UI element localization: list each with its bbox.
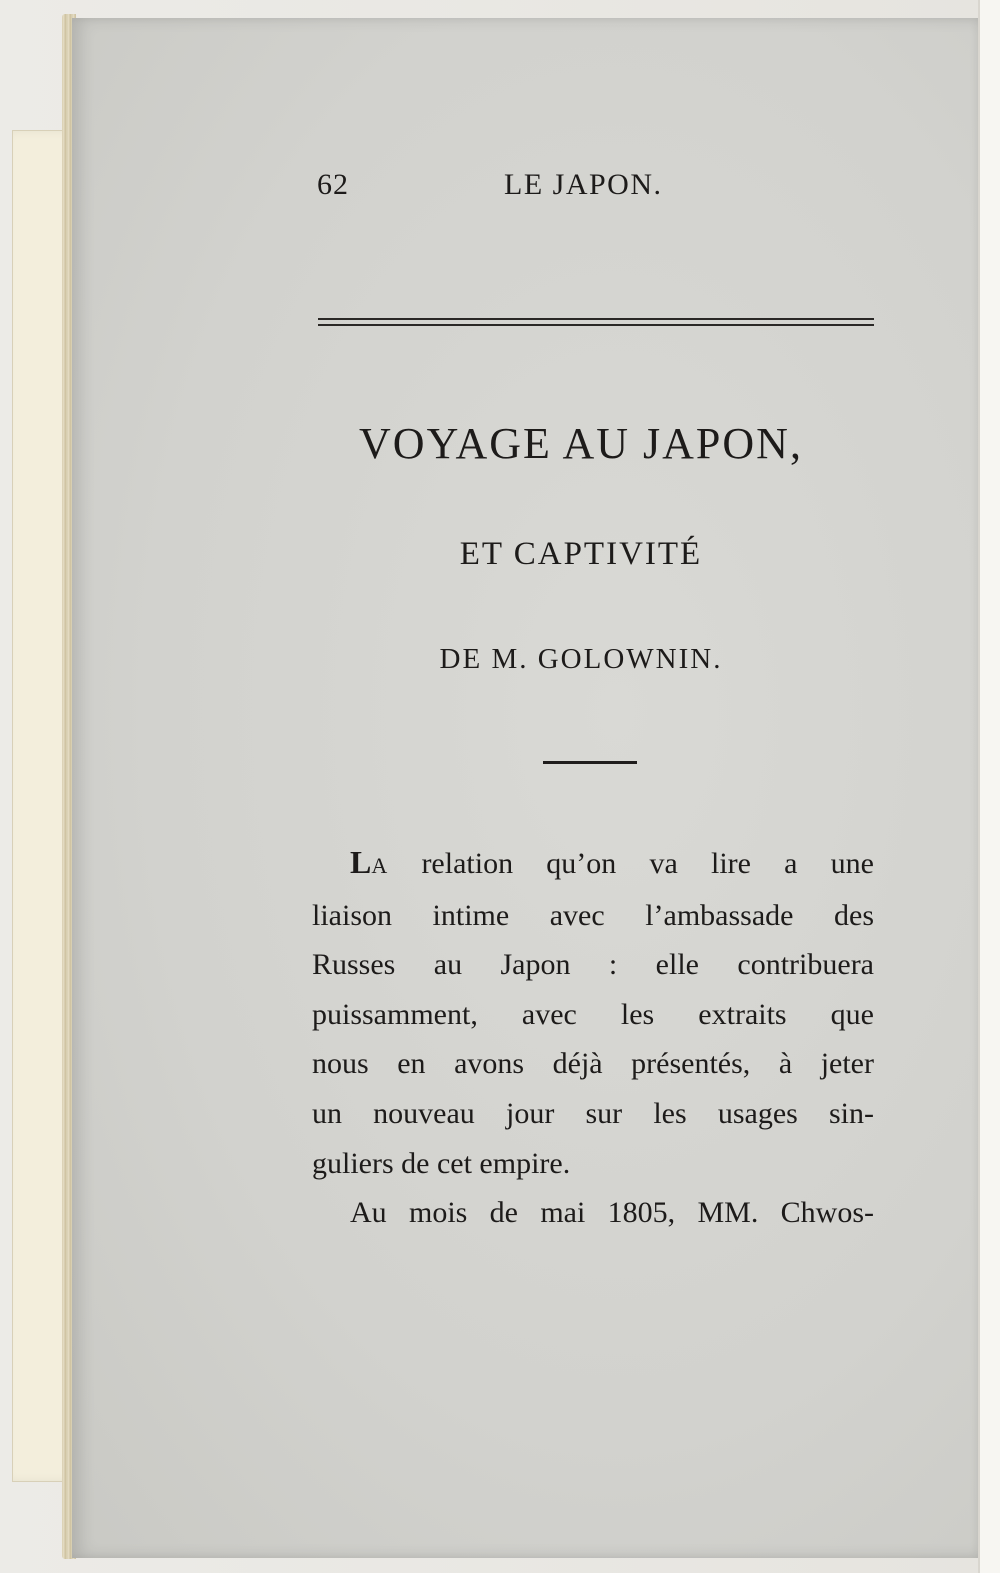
paragraph-line-text: relation qu’on va lire a une	[388, 847, 874, 880]
facing-page-edge	[978, 0, 1000, 1573]
running-head: LE JAPON.	[504, 168, 663, 201]
paragraph-line: un nouveau jour sur les usages sin-	[312, 1096, 874, 1130]
paragraph-line: nous en avons déjà présentés, à jeter	[312, 1047, 874, 1081]
book-page	[72, 18, 980, 1558]
initial-letter: L	[350, 844, 372, 880]
chapter-subtitle-author: DE M. GOLOWNIN.	[439, 643, 723, 675]
body-text	[312, 838, 874, 1238]
double-rule	[318, 318, 874, 326]
paragraph-line: guliers de cet empire.	[312, 1146, 571, 1180]
page-number: 62	[317, 168, 349, 201]
initial-smallcap: A	[371, 853, 389, 878]
paragraph-line: puissamment, avec les extraits que	[312, 997, 874, 1031]
paragraph-line: Au mois de mai 1805, MM. Chwos-	[350, 1196, 874, 1230]
short-rule	[543, 761, 637, 764]
chapter-subtitle: ET CAPTIVITÉ	[459, 536, 703, 572]
paragraph-line: Russes au Japon : elle contribuera	[312, 948, 874, 982]
paragraph-line	[312, 838, 874, 891]
paragraph-line: liaison intime avec l’ambassade des	[312, 898, 874, 932]
chapter-title: VOYAGE AU JAPON,	[359, 419, 803, 468]
